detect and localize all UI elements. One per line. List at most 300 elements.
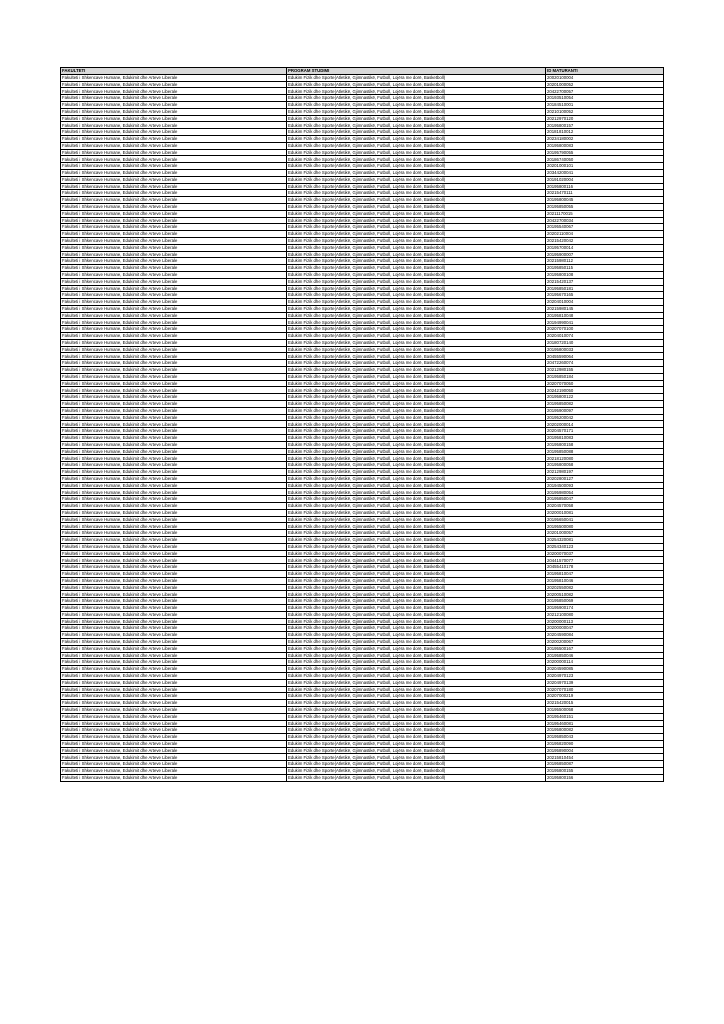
student-id-cell: 20204970139 — [546, 679, 664, 686]
table-row — [61, 536, 664, 543]
student-id-cell: 20184510001 — [546, 101, 664, 108]
table-row — [61, 509, 664, 516]
faculty-cell: Fakulteti i Shkencave Humane, Edukimit dhe Arteve Liberale — [61, 706, 287, 713]
program-cell: Edukim Fizik dhe Sporte(Atletikë, Gjimnastikë, Futboll, Lojëra me dorë, Basketboll) — [287, 278, 546, 285]
table-row — [61, 190, 664, 197]
table-row — [61, 611, 664, 618]
table-row — [61, 441, 664, 448]
table-row — [61, 598, 664, 605]
program-cell: Edukim Fizik dhe Sporte(Atletikë, Gjimnastikë, Futboll, Lojëra me dorë, Basketboll) — [287, 129, 546, 136]
student-id-cell: 20195800158 — [546, 441, 664, 448]
faculty-cell: Fakulteti i Shkencave Humane, Edukimit dhe Arteve Liberale — [61, 305, 287, 312]
student-id-cell: 20195650041 — [546, 516, 664, 523]
table-row — [61, 489, 664, 496]
table-row — [61, 81, 664, 88]
table-row — [61, 482, 664, 489]
faculty-cell: Fakulteti i Shkencave Humane, Edukimit dhe Arteve Liberale — [61, 591, 287, 598]
table-row — [61, 244, 664, 251]
student-id-cell: 20200000114 — [546, 659, 664, 666]
program-cell: Edukim Fizik dhe Sporte(Atletikë, Gjimnastikë, Futboll, Lojëra me dorë, Basketboll) — [287, 523, 546, 530]
student-id-cell: 20455590064 — [546, 353, 664, 360]
table-row — [61, 108, 664, 115]
faculty-cell: Fakulteti i Shkencave Humane, Edukimit dhe Arteve Liberale — [61, 210, 287, 217]
table-row — [61, 516, 664, 523]
student-id-cell: 20207070180 — [546, 686, 664, 693]
faculty-cell: Fakulteti i Shkencave Humane, Edukimit dhe Arteve Liberale — [61, 652, 287, 659]
table-row — [61, 686, 664, 693]
table-row — [61, 142, 664, 149]
student-id-cell: 20201000052 — [546, 81, 664, 88]
student-id-cell: 20195460151 — [546, 713, 664, 720]
faculty-cell: Fakulteti i Shkencave Humane, Edukimit dhe Arteve Liberale — [61, 768, 287, 775]
student-id-cell: 20234180002 — [546, 135, 664, 142]
program-cell: Edukim Fizik dhe Sporte(Atletikë, Gjimnastikë, Futboll, Lojëra me dorë, Basketboll) — [287, 251, 546, 258]
program-cell: Edukim Fizik dhe Sporte(Atletikë, Gjimnastikë, Futboll, Lojëra me dorë, Basketboll) — [287, 88, 546, 95]
faculty-cell: Fakulteti i Shkencave Humane, Edukimit dhe Arteve Liberale — [61, 625, 287, 632]
faculty-cell: Fakulteti i Shkencave Humane, Edukimit dhe Arteve Liberale — [61, 577, 287, 584]
faculty-cell: Fakulteti i Shkencave Humane, Edukimit dhe Arteve Liberale — [61, 135, 287, 142]
table-row — [61, 251, 664, 258]
table-row — [61, 95, 664, 102]
faculty-cell: Fakulteti i Shkencave Humane, Edukimit dhe Arteve Liberale — [61, 326, 287, 333]
table-row — [61, 754, 664, 761]
program-cell: Edukim Fizik dhe Sporte(Atletikë, Gjimnastikë, Futboll, Lojëra me dorë, Basketboll) — [287, 516, 546, 523]
faculty-cell: Fakulteti i Shkencave Humane, Edukimit dhe Arteve Liberale — [61, 536, 287, 543]
table-row — [61, 169, 664, 176]
program-cell: Edukim Fizik dhe Sporte(Atletikë, Gjimnastikë, Futboll, Lojëra me dorë, Basketboll) — [287, 407, 546, 414]
faculty-cell: Fakulteti i Shkencave Humane, Edukimit dhe Arteve Liberale — [61, 455, 287, 462]
table-row — [61, 156, 664, 163]
program-cell: Edukim Fizik dhe Sporte(Atletikë, Gjimnastikë, Futboll, Lojëra me dorë, Basketboll) — [287, 774, 546, 781]
student-id-cell: 20195810083 — [546, 435, 664, 442]
student-id-cell: 20195800033 — [546, 346, 664, 353]
program-cell: Edukim Fizik dhe Sporte(Atletikë, Gjimnastikë, Futboll, Lojëra me dorë, Basketboll) — [287, 625, 546, 632]
student-id-cell: 20195850115 — [546, 265, 664, 272]
faculty-cell: Fakulteti i Shkencave Humane, Edukimit dhe Arteve Liberale — [61, 700, 287, 707]
student-id-cell: 20422700034 — [546, 217, 664, 224]
faculty-cell: Fakulteti i Shkencave Humane, Edukimit dhe Arteve Liberale — [61, 285, 287, 292]
program-cell: Edukim Fizik dhe Sporte(Atletikë, Gjimnastikë, Futboll, Lojëra me dorë, Basketboll) — [287, 271, 546, 278]
student-id-cell: 20202110004 — [546, 231, 664, 238]
table-row — [61, 632, 664, 639]
table-row — [61, 435, 664, 442]
table-row — [61, 659, 664, 666]
table-row — [61, 652, 664, 659]
faculty-cell: Fakulteti i Shkencave Humane, Edukimit dhe Arteve Liberale — [61, 679, 287, 686]
table-row — [61, 693, 664, 700]
student-id-cell: 20195800058 — [546, 462, 664, 469]
faculty-cell: Fakulteti i Shkencave Humane, Edukimit dhe Arteve Liberale — [61, 346, 287, 353]
faculty-cell: Fakulteti i Shkencave Humane, Edukimit dhe Arteve Liberale — [61, 271, 287, 278]
faculty-cell: Fakulteti i Shkencave Humane, Edukimit dhe Arteve Liberale — [61, 666, 287, 673]
table-row — [61, 265, 664, 272]
table-row — [61, 129, 664, 136]
student-id-cell: 20200200067 — [546, 638, 664, 645]
student-id-cell: 20195460081 — [546, 720, 664, 727]
student-id-cell: 20195900007 — [546, 251, 664, 258]
faculty-cell: Fakulteti i Shkencave Humane, Edukimit dhe Arteve Liberale — [61, 278, 287, 285]
table-row — [61, 645, 664, 652]
student-id-cell: 20207000219 — [546, 693, 664, 700]
student-id-cell: 20254340123 — [546, 543, 664, 550]
student-id-cell: 20195850087 — [546, 761, 664, 768]
program-cell: Edukim Fizik dhe Sporte(Atletikë, Gjimnastikë, Futboll, Lojëra me dorë, Basketboll) — [287, 686, 546, 693]
table-row — [61, 407, 664, 414]
student-id-cell: 20207070100 — [546, 326, 664, 333]
program-cell: Edukim Fizik dhe Sporte(Atletikë, Gjimnastikë, Futboll, Lojëra me dorë, Basketboll) — [287, 305, 546, 312]
faculty-cell: Fakulteti i Shkencave Humane, Edukimit dhe Arteve Liberale — [61, 74, 287, 81]
program-cell: Edukim Fizik dhe Sporte(Atletikë, Gjimnastikë, Futboll, Lojëra me dorë, Basketboll) — [287, 169, 546, 176]
program-cell: Edukim Fizik dhe Sporte(Atletikë, Gjimnastikë, Futboll, Lojëra me dorë, Basketboll) — [287, 292, 546, 299]
program-cell: Edukim Fizik dhe Sporte(Atletikë, Gjimnastikë, Futboll, Lojëra me dorë, Basketboll) — [287, 299, 546, 306]
student-id-cell: 20195500058 — [546, 706, 664, 713]
student-id-cell: 20195820090 — [546, 740, 664, 747]
program-cell: Edukim Fizik dhe Sporte(Atletikë, Gjimnastikë, Futboll, Lojëra me dorë, Basketboll) — [287, 210, 546, 217]
program-cell: Edukim Fizik dhe Sporte(Atletikë, Gjimnastikë, Futboll, Lojëra me dorë, Basketboll) — [287, 183, 546, 190]
program-cell: Edukim Fizik dhe Sporte(Atletikë, Gjimnastikë, Futboll, Lojëra me dorë, Basketboll) — [287, 754, 546, 761]
program-cell: Edukim Fizik dhe Sporte(Atletikë, Gjimnastikë, Futboll, Lojëra me dorë, Basketboll) — [287, 693, 546, 700]
table-row — [61, 584, 664, 591]
table-row — [61, 299, 664, 306]
faculty-cell: Fakulteti i Shkencave Humane, Edukimit dhe Arteve Liberale — [61, 95, 287, 102]
program-cell: Edukim Fizik dhe Sporte(Atletikë, Gjimnastikë, Futboll, Lojëra me dorë, Basketboll) — [287, 740, 546, 747]
table-row — [61, 217, 664, 224]
student-id-cell: 20441570077 — [546, 557, 664, 564]
header-faculty: FAKULTETI — [61, 68, 287, 75]
student-id-cell: 20191020004 — [546, 176, 664, 183]
table-row — [61, 591, 664, 598]
student-id-cell: 20210100052 — [546, 108, 664, 115]
table-row — [61, 401, 664, 408]
table-row — [61, 550, 664, 557]
program-cell: Edukim Fizik dhe Sporte(Atletikë, Gjimnastikë, Futboll, Lojëra me dorë, Basketboll) — [287, 373, 546, 380]
student-id-cell: 20195850088 — [546, 448, 664, 455]
table-header-row — [61, 68, 664, 75]
student-id-cell: 20195670165 — [546, 292, 664, 299]
program-cell: Edukim Fizik dhe Sporte(Atletikë, Gjimnastikë, Futboll, Lojëra me dorë, Basketboll) — [287, 469, 546, 476]
student-id-cell: 20195810047 — [546, 570, 664, 577]
program-cell: Edukim Fizik dhe Sporte(Atletikë, Gjimnastikë, Futboll, Lojëra me dorë, Basketboll) — [287, 591, 546, 598]
student-id-cell: 20215420015 — [546, 700, 664, 707]
program-cell: Edukim Fizik dhe Sporte(Atletikë, Gjimnastikë, Futboll, Lojëra me dorë, Basketboll) — [287, 666, 546, 673]
student-id-cell: 20212970120 — [546, 115, 664, 122]
faculty-cell: Fakulteti i Shkencave Humane, Edukimit dhe Arteve Liberale — [61, 435, 287, 442]
faculty-cell: Fakulteti i Shkencave Humane, Edukimit dhe Arteve Liberale — [61, 197, 287, 204]
table-row — [61, 258, 664, 265]
student-id-cell: 20215420137 — [546, 278, 664, 285]
faculty-cell: Fakulteti i Shkencave Humane, Edukimit dhe Arteve Liberale — [61, 156, 287, 163]
program-cell: Edukim Fizik dhe Sporte(Atletikë, Gjimnastikë, Futboll, Lojëra me dorë, Basketboll) — [287, 197, 546, 204]
student-id-cell: 20195500080 — [546, 523, 664, 530]
table-row — [61, 360, 664, 367]
program-cell: Edukim Fizik dhe Sporte(Atletikë, Gjimnastikë, Futboll, Lojëra me dorë, Basketboll) — [287, 509, 546, 516]
student-id-cell: 20180720140 — [546, 339, 664, 346]
program-cell: Edukim Fizik dhe Sporte(Atletikë, Gjimnastikë, Futboll, Lojëra me dorë, Basketboll) — [287, 747, 546, 754]
table-row — [61, 496, 664, 503]
program-cell: Edukim Fizik dhe Sporte(Atletikë, Gjimnastikë, Futboll, Lojëra me dorë, Basketboll) — [287, 258, 546, 265]
program-cell: Edukim Fizik dhe Sporte(Atletikë, Gjimnastikë, Futboll, Lojëra me dorë, Basketboll) — [287, 482, 546, 489]
student-id-cell: 20242190050 — [546, 387, 664, 394]
table-row — [61, 672, 664, 679]
table-row — [61, 292, 664, 299]
program-cell: Edukim Fizik dhe Sporte(Atletikë, Gjimnastikë, Futboll, Lojëra me dorë, Basketboll) — [287, 652, 546, 659]
faculty-cell: Fakulteti i Shkencave Humane, Edukimit dhe Arteve Liberale — [61, 747, 287, 754]
faculty-cell: Fakulteti i Shkencave Humane, Edukimit dhe Arteve Liberale — [61, 81, 287, 88]
student-id-cell: 20422700057 — [546, 88, 664, 95]
program-cell: Edukim Fizik dhe Sporte(Atletikë, Gjimnastikë, Futboll, Lojëra me dorë, Basketboll) — [287, 353, 546, 360]
faculty-cell: Fakulteti i Shkencave Humane, Edukimit dhe Arteve Liberale — [61, 516, 287, 523]
table-row — [61, 666, 664, 673]
table-row — [61, 700, 664, 707]
program-cell: Edukim Fizik dhe Sporte(Atletikë, Gjimnastikë, Futboll, Lojëra me dorë, Basketboll) — [287, 74, 546, 81]
program-cell: Edukim Fizik dhe Sporte(Atletikë, Gjimnastikë, Futboll, Lojëra me dorë, Basketboll) — [287, 604, 546, 611]
program-cell: Edukim Fizik dhe Sporte(Atletikë, Gjimnastikë, Futboll, Lojëra me dorë, Basketboll) — [287, 435, 546, 442]
faculty-cell: Fakulteti i Shkencave Humane, Edukimit dhe Arteve Liberale — [61, 645, 287, 652]
program-cell: Edukim Fizik dhe Sporte(Atletikë, Gjimnastikë, Futboll, Lojëra me dorë, Basketboll) — [287, 577, 546, 584]
faculty-cell: Fakulteti i Shkencave Humane, Edukimit dhe Arteve Liberale — [61, 387, 287, 394]
program-cell: Edukim Fizik dhe Sporte(Atletikë, Gjimnastikë, Futboll, Lojëra me dorë, Basketboll) — [287, 638, 546, 645]
program-cell: Edukim Fizik dhe Sporte(Atletikë, Gjimnastikë, Futboll, Lojëra me dorë, Basketboll) — [287, 727, 546, 734]
table-row — [61, 414, 664, 421]
student-id-cell: 20195890004 — [546, 747, 664, 754]
student-id-cell: 20201000101 — [546, 163, 664, 170]
student-id-cell: 20195800045 — [546, 197, 664, 204]
program-cell: Edukim Fizik dhe Sporte(Atletikë, Gjimnastikë, Futboll, Lojëra me dorë, Basketboll) — [287, 489, 546, 496]
faculty-cell: Fakulteti i Shkencave Humane, Edukimit dhe Arteve Liberale — [61, 217, 287, 224]
faculty-cell: Fakulteti i Shkencave Humane, Edukimit dhe Arteve Liberale — [61, 163, 287, 170]
table-row — [61, 319, 664, 326]
faculty-cell: Fakulteti i Shkencave Humane, Edukimit dhe Arteve Liberale — [61, 88, 287, 95]
program-cell: Edukim Fizik dhe Sporte(Atletikë, Gjimnastikë, Futboll, Lojëra me dorë, Basketboll) — [287, 632, 546, 639]
faculty-cell: Fakulteti i Shkencave Humane, Edukimit dhe Arteve Liberale — [61, 190, 287, 197]
table-row — [61, 380, 664, 387]
table-row — [61, 557, 664, 564]
program-cell: Edukim Fizik dhe Sporte(Atletikë, Gjimnastikë, Futboll, Lojëra me dorë, Basketboll) — [287, 448, 546, 455]
table-row — [61, 163, 664, 170]
faculty-cell: Fakulteti i Shkencave Humane, Edukimit dhe Arteve Liberale — [61, 734, 287, 741]
faculty-cell: Fakulteti i Shkencave Humane, Edukimit dhe Arteve Liberale — [61, 469, 287, 476]
program-cell: Edukim Fizik dhe Sporte(Atletikë, Gjimnastikë, Futboll, Lojëra me dorë, Basketboll) — [287, 401, 546, 408]
table-row — [61, 285, 664, 292]
student-id-cell: 20195900097 — [546, 407, 664, 414]
faculty-cell: Fakulteti i Shkencave Humane, Edukimit dhe Arteve Liberale — [61, 353, 287, 360]
table-row — [61, 570, 664, 577]
program-cell: Edukim Fizik dhe Sporte(Atletikë, Gjimnastikë, Futboll, Lojëra me dorë, Basketboll) — [287, 95, 546, 102]
program-cell: Edukim Fizik dhe Sporte(Atletikë, Gjimnastikë, Futboll, Lojëra me dorë, Basketboll) — [287, 326, 546, 333]
faculty-cell: Fakulteti i Shkencave Humane, Edukimit dhe Arteve Liberale — [61, 496, 287, 503]
program-cell: Edukim Fizik dhe Sporte(Atletikë, Gjimnastikë, Futboll, Lojëra me dorë, Basketboll) — [287, 237, 546, 244]
student-id-cell: 20200000113 — [546, 618, 664, 625]
table-row — [61, 149, 664, 156]
student-id-cell: 20195810046 — [546, 577, 664, 584]
program-cell: Edukim Fizik dhe Sporte(Atletikë, Gjimnastikë, Futboll, Lojëra me dorë, Basketboll) — [287, 734, 546, 741]
faculty-cell: Fakulteti i Shkencave Humane, Edukimit dhe Arteve Liberale — [61, 727, 287, 734]
faculty-cell: Fakulteti i Shkencave Humane, Edukimit dhe Arteve Liberale — [61, 319, 287, 326]
program-cell: Edukim Fizik dhe Sporte(Atletikë, Gjimnastikë, Futboll, Lojëra me dorë, Basketboll) — [287, 428, 546, 435]
student-id-cell: 20195800122 — [546, 394, 664, 401]
program-cell: Edukim Fizik dhe Sporte(Atletikë, Gjimnastikë, Futboll, Lojëra me dorë, Basketboll) — [287, 679, 546, 686]
faculty-cell: Fakulteti i Shkencave Humane, Edukimit dhe Arteve Liberale — [61, 441, 287, 448]
table-row — [61, 122, 664, 129]
student-id-cell: 20195800116 — [546, 183, 664, 190]
student-id-cell: 20202550082 — [546, 584, 664, 591]
table-row — [61, 326, 664, 333]
student-id-cell: 20254320081 — [546, 536, 664, 543]
faculty-cell: Fakulteti i Shkencave Humane, Edukimit dhe Arteve Liberale — [61, 237, 287, 244]
table-row — [61, 231, 664, 238]
faculty-cell: Fakulteti i Shkencave Humane, Edukimit dhe Arteve Liberale — [61, 761, 287, 768]
faculty-cell: Fakulteti i Shkencave Humane, Edukimit dhe Arteve Liberale — [61, 129, 287, 136]
student-id-cell: 20215980145 — [546, 305, 664, 312]
student-id-cell: 20195700014 — [546, 244, 664, 251]
student-id-cell: 20472260074 — [546, 360, 664, 367]
student-id-cell: 20200510082 — [546, 591, 664, 598]
student-id-cell: 20204570058 — [546, 503, 664, 510]
program-cell: Edukim Fizik dhe Sporte(Atletikë, Gjimnastikë, Futboll, Lojëra me dorë, Basketboll) — [287, 231, 546, 238]
program-cell: Edukim Fizik dhe Sporte(Atletikë, Gjimnastikë, Futboll, Lojëra me dorë, Basketboll) — [287, 536, 546, 543]
program-cell: Edukim Fizik dhe Sporte(Atletikë, Gjimnastikë, Futboll, Lojëra me dorë, Basketboll) — [287, 543, 546, 550]
table-row — [61, 625, 664, 632]
student-id-cell: 20195800108 — [546, 271, 664, 278]
table-row — [61, 353, 664, 360]
faculty-cell: Fakulteti i Shkencave Humane, Edukimit dhe Arteve Liberale — [61, 598, 287, 605]
table-row — [61, 312, 664, 319]
faculty-cell: Fakulteti i Shkencave Humane, Edukimit dhe Arteve Liberale — [61, 754, 287, 761]
table-row — [61, 237, 664, 244]
table-row — [61, 176, 664, 183]
faculty-cell: Fakulteti i Shkencave Humane, Edukimit dhe Arteve Liberale — [61, 203, 287, 210]
student-id-cell: 20195800156 — [546, 774, 664, 781]
table-row — [61, 224, 664, 231]
student-id-cell: 20201000057 — [546, 530, 664, 537]
faculty-cell: Fakulteti i Shkencave Humane, Edukimit dhe Arteve Liberale — [61, 339, 287, 346]
faculty-cell: Fakulteti i Shkencave Humane, Edukimit dhe Arteve Liberale — [61, 584, 287, 591]
student-id-cell: 20195800155 — [546, 768, 664, 775]
student-id-cell: 20195850082 — [546, 401, 664, 408]
faculty-cell: Fakulteti i Shkencave Humane, Edukimit dhe Arteve Liberale — [61, 176, 287, 183]
program-cell: Edukim Fizik dhe Sporte(Atletikë, Gjimnastikë, Futboll, Lojëra me dorë, Basketboll) — [287, 142, 546, 149]
program-cell: Edukim Fizik dhe Sporte(Atletikë, Gjimnastikë, Futboll, Lojëra me dorë, Basketboll) — [287, 285, 546, 292]
table-row — [61, 768, 664, 775]
table-row — [61, 278, 664, 285]
student-id-cell: 20195800082 — [546, 727, 664, 734]
table-row — [61, 720, 664, 727]
student-id-cell: 20195850043 — [546, 734, 664, 741]
program-cell: Edukim Fizik dhe Sporte(Atletikë, Gjimnastikë, Futboll, Lojëra me dorë, Basketboll) — [287, 135, 546, 142]
faculty-cell: Fakulteti i Shkencave Humane, Edukimit dhe Arteve Liberale — [61, 142, 287, 149]
table-row — [61, 271, 664, 278]
header-student-id: ID MATURANTI — [546, 68, 664, 75]
program-cell: Edukim Fizik dhe Sporte(Atletikë, Gjimnastikë, Futboll, Lojëra me dorë, Basketboll) — [287, 550, 546, 557]
program-cell: Edukim Fizik dhe Sporte(Atletikë, Gjimnastikë, Futboll, Lojëra me dorë, Basketboll) — [287, 244, 546, 251]
program-cell: Edukim Fizik dhe Sporte(Atletikë, Gjimnastikë, Futboll, Lojëra me dorë, Basketboll) — [287, 414, 546, 421]
program-cell: Edukim Fizik dhe Sporte(Atletikë, Gjimnastikë, Futboll, Lojëra me dorë, Basketboll) — [287, 122, 546, 129]
program-cell: Edukim Fizik dhe Sporte(Atletikë, Gjimnastikë, Futboll, Lojëra me dorë, Basketboll) — [287, 672, 546, 679]
faculty-cell: Fakulteti i Shkencave Humane, Edukimit dhe Arteve Liberale — [61, 312, 287, 319]
program-cell: Edukim Fizik dhe Sporte(Atletikë, Gjimnastikë, Futboll, Lojëra me dorë, Basketboll) — [287, 584, 546, 591]
program-cell: Edukim Fizik dhe Sporte(Atletikë, Gjimnastikë, Futboll, Lojëra me dorë, Basketboll) — [287, 163, 546, 170]
student-id-cell: 20200000047 — [546, 625, 664, 632]
faculty-cell: Fakulteti i Shkencave Humane, Edukimit dhe Arteve Liberale — [61, 231, 287, 238]
program-cell: Edukim Fizik dhe Sporte(Atletikë, Gjimnastikë, Futboll, Lojëra me dorë, Basketboll) — [287, 645, 546, 652]
student-id-cell: 20195800083 — [546, 142, 664, 149]
program-cell: Edukim Fizik dhe Sporte(Atletikë, Gjimnastikë, Futboll, Lojëra me dorë, Basketboll) — [287, 570, 546, 577]
faculty-cell: Fakulteti i Shkencave Humane, Edukimit dhe Arteve Liberale — [61, 428, 287, 435]
program-cell: Edukim Fizik dhe Sporte(Atletikë, Gjimnastikë, Futboll, Lojëra me dorë, Basketboll) — [287, 530, 546, 537]
faculty-cell: Fakulteti i Shkencave Humane, Edukimit dhe Arteve Liberale — [61, 108, 287, 115]
program-cell: Edukim Fizik dhe Sporte(Atletikë, Gjimnastikë, Futboll, Lojëra me dorë, Basketboll) — [287, 217, 546, 224]
faculty-cell: Fakulteti i Shkencave Humane, Edukimit dhe Arteve Liberale — [61, 373, 287, 380]
faculty-cell: Fakulteti i Shkencave Humane, Edukimit dhe Arteve Liberale — [61, 462, 287, 469]
program-cell: Edukim Fizik dhe Sporte(Atletikë, Gjimnastikë, Futboll, Lojëra me dorë, Basketboll) — [287, 149, 546, 156]
program-cell: Edukim Fizik dhe Sporte(Atletikë, Gjimnastikë, Futboll, Lojëra me dorë, Basketboll) — [287, 203, 546, 210]
student-id-cell: 20212980197 — [546, 469, 664, 476]
table-row — [61, 210, 664, 217]
table-row — [61, 761, 664, 768]
student-id-cell: 20181810012 — [546, 129, 664, 136]
student-id-cell: 20212100080 — [546, 611, 664, 618]
faculty-cell: Fakulteti i Shkencave Humane, Edukimit dhe Arteve Liberale — [61, 258, 287, 265]
program-cell: Edukim Fizik dhe Sporte(Atletikë, Gjimnastikë, Futboll, Lojëra me dorë, Basketboll) — [287, 455, 546, 462]
program-cell: Edukim Fizik dhe Sporte(Atletikë, Gjimnastikë, Futboll, Lojëra me dorë, Basketboll) — [287, 659, 546, 666]
faculty-cell: Fakulteti i Shkencave Humane, Edukimit dhe Arteve Liberale — [61, 224, 287, 231]
table-row — [61, 367, 664, 374]
table-row — [61, 394, 664, 401]
faculty-cell: Fakulteti i Shkencave Humane, Edukimit dhe Arteve Liberale — [61, 380, 287, 387]
table-row — [61, 183, 664, 190]
table-row — [61, 101, 664, 108]
table-row — [61, 706, 664, 713]
table-row — [61, 373, 664, 380]
table-row — [61, 428, 664, 435]
faculty-cell: Fakulteti i Shkencave Humane, Edukimit dhe Arteve Liberale — [61, 672, 287, 679]
program-cell: Edukim Fizik dhe Sporte(Atletikë, Gjimnastikë, Futboll, Lojëra me dorë, Basketboll) — [287, 598, 546, 605]
program-cell: Edukim Fizik dhe Sporte(Atletikë, Gjimnastikë, Futboll, Lojëra me dorë, Basketboll) — [287, 101, 546, 108]
student-id-cell: 20195790055 — [546, 149, 664, 156]
faculty-cell: Fakulteti i Shkencave Humane, Edukimit dhe Arteve Liberale — [61, 115, 287, 122]
program-cell: Edukim Fizik dhe Sporte(Atletikë, Gjimnastikë, Futboll, Lojëra me dorë, Basketboll) — [287, 713, 546, 720]
program-cell: Edukim Fizik dhe Sporte(Atletikë, Gjimnastikë, Futboll, Lojëra me dorë, Basketboll) — [287, 557, 546, 564]
program-cell: Edukim Fizik dhe Sporte(Atletikë, Gjimnastikë, Futboll, Lojëra me dorë, Basketboll) — [287, 720, 546, 727]
student-id-cell: 20195980054 — [546, 489, 664, 496]
faculty-cell: Fakulteti i Shkencave Humane, Edukimit dhe Arteve Liberale — [61, 618, 287, 625]
program-cell: Edukim Fizik dhe Sporte(Atletikë, Gjimnastikë, Futboll, Lojëra me dorë, Basketboll) — [287, 339, 546, 346]
program-cell: Edukim Fizik dhe Sporte(Atletikë, Gjimnastikë, Futboll, Lojëra me dorë, Basketboll) — [287, 319, 546, 326]
student-id-cell: 20195850055 — [546, 203, 664, 210]
table-row — [61, 339, 664, 346]
table-row — [61, 604, 664, 611]
student-id-cell: 20195810048 — [546, 312, 664, 319]
table-row — [61, 774, 664, 781]
program-cell: Edukim Fizik dhe Sporte(Atletikë, Gjimnastikë, Futboll, Lojëra me dorë, Basketboll) — [287, 190, 546, 197]
student-id-cell: 20202000014 — [546, 421, 664, 428]
student-id-cell: 20215810454 — [546, 754, 664, 761]
student-id-cell: 20195850184 — [546, 373, 664, 380]
student-id-cell: 20212980155 — [546, 367, 664, 374]
faculty-cell: Fakulteti i Shkencave Humane, Edukimit dhe Arteve Liberale — [61, 394, 287, 401]
table-row — [61, 523, 664, 530]
student-id-cell: 20195800157 — [546, 122, 664, 129]
student-id-cell: 20200010081 — [546, 509, 664, 516]
student-id-cell: 20195850046 — [546, 652, 664, 659]
program-cell: Edukim Fizik dhe Sporte(Atletikë, Gjimnastikë, Futboll, Lojëra me dorë, Basketboll) — [287, 564, 546, 571]
faculty-cell: Fakulteti i Shkencave Humane, Edukimit dhe Arteve Liberale — [61, 149, 287, 156]
student-id-cell: 20200070037 — [546, 550, 664, 557]
program-cell: Edukim Fizik dhe Sporte(Atletikë, Gjimnastikë, Futboll, Lojëra me dorë, Basketboll) — [287, 387, 546, 394]
faculty-cell: Fakulteti i Shkencave Humane, Edukimit dhe Arteve Liberale — [61, 421, 287, 428]
student-id-cell: 20211170015 — [546, 210, 664, 217]
faculty-cell: Fakulteti i Shkencave Humane, Edukimit dhe Arteve Liberale — [61, 414, 287, 421]
